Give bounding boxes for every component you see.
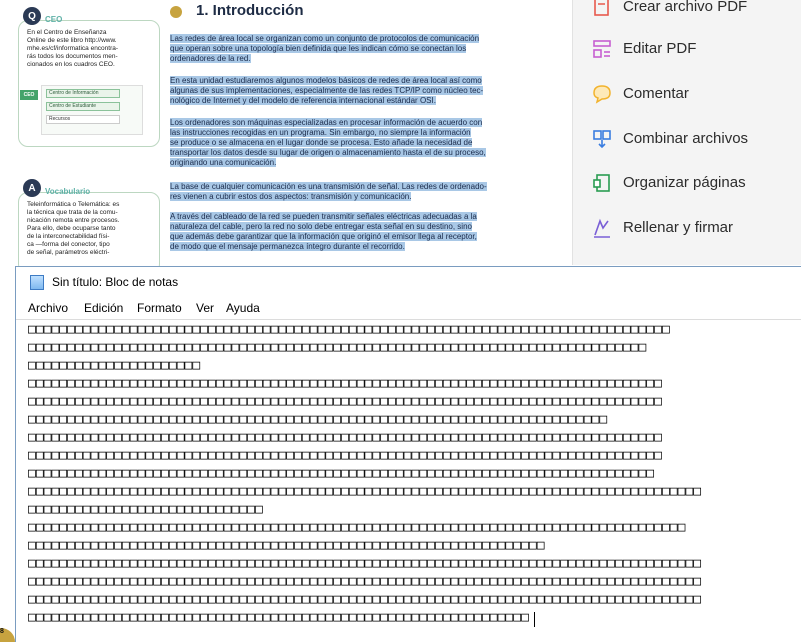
vocab-line-1: Teleinformática o Telemática: es — [27, 201, 120, 208]
vocab-line-2: la técnica que trata de la comu- — [27, 209, 118, 216]
ceo-line-4: rás todos los documentos men- — [27, 53, 118, 60]
ceo-box — [18, 10, 160, 147]
para-5-line-1: A través del cableado de la red se pueden transmitir señales eléctricas adecuadas a la — [170, 212, 477, 221]
text-line: □□□□□□□□□□□□□□□□□□□□□□□□□□□□□□□□□□□□□□□□□□□□□□□□□□□□□□□□□□□□□□□□ — [28, 610, 529, 625]
text-line: □□□□□□□□□□□□□□□□□□□□□□□□□□□□□□□□□□□□□□□□□□□□□□□□□□□□□□□□□□□□□□□□□□□□□□□□□□□□□□□□□□ — [28, 322, 670, 337]
paragraph-4[interactable] — [170, 182, 522, 202]
ceo-screenshot — [23, 85, 143, 135]
para-3-line-1: Los ordenadores son máquinas especializadas en procesar información de acuerdo con — [170, 118, 483, 127]
tool-combine-files[interactable] — [623, 130, 748, 147]
tool-create-pdf[interactable] — [623, 0, 747, 15]
organize-pages-icon — [591, 172, 613, 194]
ceo-row-info: Centro de Información — [46, 89, 120, 98]
para-1-line-1: Las redes de área local se organizan como un conjunto de protocolos de comunicación — [170, 34, 480, 43]
page-number: 8 — [0, 628, 15, 642]
menu-ver[interactable]: Ver — [196, 301, 215, 315]
para-1-line-3: ordenadores de la red. — [170, 54, 251, 63]
vocab-title: Vocabulario — [45, 187, 91, 196]
vocab-line-7: de señal, parámetros eléctri- — [27, 249, 110, 256]
menu-formato[interactable]: Formato — [137, 301, 182, 315]
text-line: □□□□□□□□□□□□□□□□□□□□□□□□□□□□□□□□□□□□□□□□□□□□□□□□□□□□□□□□□□□□□□□□□□□□□□□□□□□□□□□□□ — [28, 376, 662, 391]
text-line: □□□□□□□□□□□□□□□□□□□□□□□□□□□□□□□□□□□□□□□□□□□□□□□□□□□□□□□□□□□□□□□□□□□□□□□□□□□□□□□□□□□□□□ — [28, 556, 702, 571]
ceo-tag: CEO — [20, 90, 38, 100]
menu-edicion[interactable]: Edición — [84, 301, 124, 315]
text-line: □□□□□□□□□□□□□□□□□□□□□□□□□□□□□□□□□□□□□□□□□□□□□□□□□□□□□□□□□□□□□□□□□□ — [28, 538, 545, 553]
tool-fill-sign[interactable] — [623, 219, 733, 236]
comment-icon — [591, 83, 613, 105]
create-pdf-icon — [591, 0, 613, 18]
para-3-line-5: originando una comunicación. — [170, 158, 277, 167]
vocab-line-5: de la interconectabilidad físi- — [27, 233, 110, 240]
text-caret — [534, 612, 535, 627]
para-3-line-2: las instrucciones recogidas en un programa. Sin embargo, no siempre la información — [170, 128, 471, 137]
text-line: □□□□□□□□□□□□□□□□□□□□□□□□□□□□□□□□□□□□□□□□□□□□□□□□□□□□□□□□□□□□□□□□□□□□□□□□□□□□□□□□□□□□□□ — [28, 592, 702, 607]
text-editor[interactable] — [16, 319, 801, 644]
fill-sign-icon — [591, 217, 613, 239]
text-line: □□□□□□□□□□□□□□□□□□□□□□□□□□□□□□□□□□□□□□□□□□□□□□□□□□□□□□□□□□□□□□□□□□□□□□□□□□ — [28, 412, 608, 427]
text-line: □□□□□□□□□□□□□□□□□□□□□□□□□□□□□□□□□□□□□□□□□□□□□□□□□□□□□□□□□□□□□□□□□□□□□□□□□□□□□□□□□□□□□□ — [28, 574, 702, 589]
tool-label: Comentar — [623, 85, 689, 102]
paragraph-3[interactable] — [170, 118, 522, 168]
tools-panel — [572, 0, 801, 265]
text-line: □□□□□□□□□□□□□□□□□□□□□□□□□□□□□□□□□□□□□□□□□□□□□□□□□□□□□□□□□□□□□□□□□□□□□□□□□□□□□□□ — [28, 340, 647, 355]
paragraph-2[interactable] — [170, 76, 522, 106]
para-5-line-4: de modo que el mensaje permanezca íntegro durante el recorrido. — [170, 242, 405, 251]
para-2-line-3: nológico de Internet y del modelo de referencia internacional estándar OSI. — [170, 96, 436, 105]
tool-label: Organizar páginas — [623, 174, 746, 191]
ceo-title: CEO — [45, 15, 63, 24]
combine-files-icon — [591, 128, 613, 150]
text-line: □□□□□□□□□□□□□□□□□□□□□□□□□□□□□□□□□□□□□□□□□□□□□□□□□□□□□□□□□□□□□□□□□□□□□□□□□□□□□□□□□ — [28, 448, 662, 463]
ceo-line-5: cionados en los cuadros CEO. — [27, 61, 115, 68]
ceo-line-1: En el Centro de Enseñanza — [27, 29, 107, 36]
paragraph-1[interactable] — [170, 34, 522, 64]
vocab-line-4: Para ello, debe ocuparse tanto — [27, 225, 116, 232]
tool-label: Crear archivo PDF — [623, 0, 748, 15]
text-line: □□□□□□□□□□□□□□□□□□□□□□□□□□□□□□□□□□□□□□□□□□□□□□□□□□□□□□□□□□□□□□□□□□□□□□□□□□□□□□□□□ — [28, 430, 662, 445]
para-2-line-1: En esta unidad estudiaremos algunos modelos básicos de redes de área local así como — [170, 76, 482, 85]
notepad-window — [15, 266, 801, 642]
vocab-line-6: ca —forma del conector, tipo — [27, 241, 110, 248]
tool-comment[interactable] — [623, 85, 689, 102]
text-line: □□□□□□□□□□□□□□□□□□□□□□□□□□□□□□□□□□□□□□□□□□□□□□□□□□□□□□□□□□□□□□□□□□□□□□□□□□□□□□□□ — [28, 466, 655, 481]
para-3-line-3: se produce o se almacena en el lugar donde se procesa. Esto añade la necesidad de — [170, 138, 473, 147]
para-3-line-4: transportar los datos desde su lugar de origen o almacenamiento hasta el de su proceso, — [170, 148, 486, 157]
para-5-line-3: que además debe garantizar que la información que originó el emisor llega al receptor, — [170, 232, 477, 241]
para-2-line-2: algunas de sus implementaciones, especialmente de las redes TCP/IP como núcleo tec- — [170, 86, 484, 95]
notepad-titlebar[interactable] — [16, 267, 801, 297]
para-4-line-2: res vienen a cubrir estos dos aspectos: transmisión y comunicación. — [170, 192, 412, 201]
ceo-line-2: Online de este libro http://www. — [27, 37, 117, 44]
vocab-box — [18, 182, 160, 274]
paragraph-5[interactable] — [170, 212, 522, 252]
window-title: Sin título: Bloc de notas — [52, 275, 179, 289]
text-line: □□□□□□□□□□□□□□□□□□□□□□□□□□□□□□ — [28, 502, 263, 517]
text-line: □□□□□□□□□□□□□□□□□□□□□□ — [28, 358, 201, 373]
menu-bar — [16, 297, 801, 319]
tool-label: Combinar archivos — [623, 130, 749, 147]
para-5-line-2: naturaleza del cable, pero la red no solo debe entregar esta señal en su destino, sino — [170, 222, 472, 231]
heading-bullet — [170, 6, 182, 18]
menu-archivo[interactable]: Archivo — [28, 301, 69, 315]
text-line: □□□□□□□□□□□□□□□□□□□□□□□□□□□□□□□□□□□□□□□□□□□□□□□□□□□□□□□□□□□□□□□□□□□□□□□□□□□□□□□□□□□□ — [28, 520, 686, 535]
vocab-badge: A — [23, 179, 41, 197]
ceo-row-resources: Recursos — [46, 115, 120, 124]
text-line: □□□□□□□□□□□□□□□□□□□□□□□□□□□□□□□□□□□□□□□□□□□□□□□□□□□□□□□□□□□□□□□□□□□□□□□□□□□□□□□□□ — [28, 394, 662, 409]
menu-ayuda[interactable]: Ayuda — [226, 301, 260, 315]
text-line: □□□□□□□□□□□□□□□□□□□□□□□□□□□□□□□□□□□□□□□□□□□□□□□□□□□□□□□□□□□□□□□□□□□□□□□□□□□□□□□□□□□□□□ — [28, 484, 702, 499]
ceo-badge: Q — [23, 7, 41, 25]
vocab-line-3: nicación remota entre procesos. — [27, 217, 120, 224]
edit-pdf-icon — [591, 38, 613, 60]
ceo-line-3: mhe.es/cf/informatica encontra- — [27, 45, 119, 52]
tool-label: Editar PDF — [623, 40, 697, 57]
tool-edit-pdf[interactable] — [623, 40, 696, 57]
notepad-icon — [30, 275, 44, 290]
ceo-row-student: Centro de Estudiante — [46, 102, 120, 111]
para-4-line-1: La base de cualquier comunicación es una transmisión de señal. Las redes de ordenado- — [170, 182, 487, 191]
tool-organize-pages[interactable] — [623, 174, 746, 191]
tool-label: Rellenar y firmar — [623, 219, 734, 236]
para-1-line-2: que operan sobre una topología bien definida que les indican cómo se conectan los — [170, 44, 467, 53]
section-heading: 1. Introducción — [196, 2, 304, 19]
